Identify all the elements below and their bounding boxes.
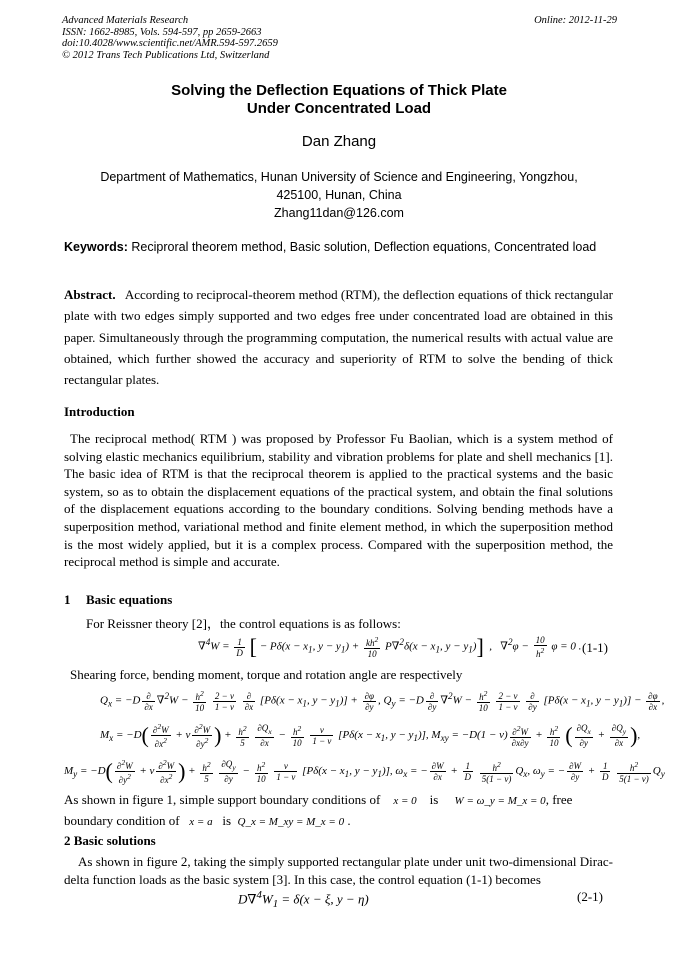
- boundary-is: is: [429, 792, 439, 807]
- boundary-is-2: is: [222, 813, 232, 828]
- abstract-text: According to reciprocal-theorem method (RTM), the deflection equations of thick rectangular plate with two edges simply supported and two edges free under concentrated load are obtained in this paper. Simultaneously through the programming computation, the numerical results with actual value are obtained, which further showed the accuracy and superiority of RTM to solve the bending of thick rectangular plates.: [64, 287, 613, 388]
- section1-intro: For Reissner theory [2]，the control equations is as follows:: [86, 616, 401, 631]
- affiliation-line2: 425100, Hunan, China: [276, 188, 402, 202]
- journal-header: [62, 15, 617, 61]
- boundary-line2: boundary condition of x = a is Q_x = M_xy = M_x = 0 .: [64, 813, 351, 828]
- equation-2-1: $D\nabla^4W_1 = \delta(x - \xi$, y − η): [238, 889, 369, 910]
- doi: doi:10.4028/www.scientific.net/AMR.594-597.2659: [62, 38, 278, 49]
- intro-text: The reciprocal method( RTM ) was proposed by Professor Fu Baolian, which is a system method of solving elastic mechanics equilibrium, stability and vibration problems for plate and shell mechanics [1]. The basic idea of RTM is that the reciprocal theorem is applied to the practical systems and the basic system, so as to obtain the displacement equations of the practical system, and obtain the final solutions of the displacement equations according to the boundary conditions. Solving bending methods have a superposition method, variational method and finite element method, in which the superposition method is the most widely applied, but it is a complex process. Compared with the superposition method, the reciprocal method is simple and accurate.: [64, 431, 613, 570]
- boundary-line1: [64, 792, 572, 808]
- affiliation-line1: Department of Mathematics, Hunan University of Science and Engineering, Yongzhou,: [100, 170, 578, 184]
- intro-heading: Introduction: [64, 404, 135, 419]
- equation-shear-forces: $Q_x = -D$ $\frac{\partial}{\partial x}$ ∇$^2$W − $\frac{h^2}{10}$ $\frac{2 - \nu}{1 - \nu}$ $\frac{\partial}{\partial x}$ [$P\delta(x - x_1$, $y - y_1$)] + $\frac{\partial\varphi}{\partial y}$ , $Q_y = -D$ $\frac{\partial}{\partial y}$ ∇$^2$W − $\frac{h^2}{10}$ $\frac{2 - \nu}{1 - \nu}$ $\frac{\partial}{\partial y}$ [$P\delta(x - x_1$, $y - y_1$)] − $\frac{\partial\varphi}{\partial x}$ ,: [100, 689, 665, 713]
- keywords: [64, 240, 596, 254]
- keywords-text: Reciproral theorem method, Basic solution, Deflection equations, Concentrated load: [131, 240, 597, 254]
- issn: ISSN: 1662-8985, Vols. 594-597, pp 2659-2663: [62, 26, 262, 38]
- section2-text: As shown in figure 2, taking the simply supported rectangular plate under unit two-dimensional Dirac-delta function loads as the basic system [3]. In this case, the control equation (1-1) becomes: [64, 854, 613, 887]
- abstract-label: Abstract.: [64, 287, 116, 302]
- shearing-text: Shearing force, bending moment, torque and rotation angle are respectively: [70, 667, 463, 682]
- section2-heading: 2 Basic solutions: [64, 833, 156, 848]
- equation-moments: $M_x = -D$( $\frac{\partial^2W}{\partial x^2}$ + ν $\frac{\partial^2W}{\partial y^2}$ ) + $\frac{h^2}{5}$ $\frac{\partial Q_x}{\partial x}$ − $\frac{h^2}{10}$ $\frac{\nu}{1 - \nu}$ [$P\delta(x - x_1$, $y - y_1$)], $M_{xy} = -D(1 - \nu)$ $\frac{\partial^2W}{\partial x\partial y}$ + $\frac{h^2}{10}$ ( $\frac{\partial Q_x}{\partial y}$ + $\frac{\partial Q_y}{\partial x}$ ),: [100, 722, 641, 749]
- boundary-condition1: W = ω_y = M_x = 0: [454, 795, 546, 807]
- boundary-x0: x = 0: [393, 795, 417, 807]
- equation-1-1-number: (1-1): [582, 640, 608, 655]
- online-date: Online: 2012-11-29: [534, 15, 617, 26]
- boundary-text2: boundary condition of: [64, 813, 180, 828]
- section1-heading: [64, 592, 172, 608]
- equation-1-1: ∇$^4$W = $\frac{1}{D}$ [ − $P\delta(x - x_1$, $y - y_1$) + $\frac{kh^2}{10}$ $P\nabla^2\delta(x - x_1$, $y - y_1$)] , ∇$^2$φ − $\frac{10}{h^2}$ φ = 0 .: [198, 634, 582, 659]
- boundary-xa: x = a: [189, 816, 213, 828]
- abstract: [64, 284, 613, 390]
- boundary-free: , free: [545, 792, 573, 807]
- email[interactable]: Zhang11dan@126.com: [274, 206, 404, 220]
- paper-title-line1: Solving the Deflection Equations of Thick Plate: [171, 82, 507, 99]
- author: Dan Zhang: [301, 133, 377, 150]
- boundary-text1: As shown in figure 1, simple support boundary conditions of: [64, 792, 381, 807]
- section1-number: 1: [64, 592, 71, 607]
- paper-title-line2: Under Concentrated Load: [246, 100, 432, 117]
- equation-2-1-number: (2-1): [577, 889, 603, 904]
- journal-name: Advanced Materials Research: [62, 15, 189, 26]
- copyright: © 2012 Trans Tech Publications Ltd, Switzerland: [62, 49, 270, 61]
- keywords-label: Keywords:: [64, 240, 128, 254]
- equation-rotation: $M_y = -D$( $\frac{\partial^2W}{\partial y^2}$ + ν $\frac{\partial^2W}{\partial x^2}$ ) + $\frac{h^2}{5}$ $\frac{\partial Q_y}{\partial y}$ − $\frac{h^2}{10}$ $\frac{\nu}{1 - \nu}$ [$P\delta(x - x_1$, $y - y_1$)], $\omega_x$ = − $\frac{\partial W}{\partial x}$ + $\frac{1}{D}$ $\frac{h^2}{5(1 - \nu)}$ $Q_x$, $\omega_y$ = − $\frac{\partial W}{\partial y}$ + $\frac{1}{D}$ $\frac{h^2}{5(1 - \nu)}$ $Q_y$: [64, 758, 665, 785]
- boundary-condition2: Q_x = M_xy = M_x = 0: [237, 816, 345, 828]
- section1-title: Basic equations: [86, 592, 173, 607]
